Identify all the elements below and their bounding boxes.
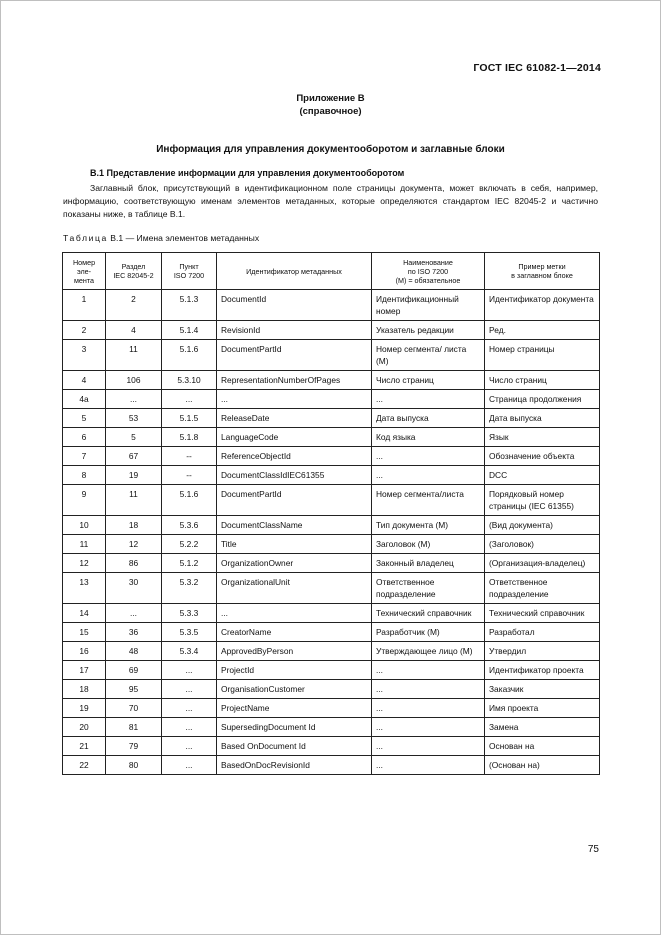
iso-clause-cell: ... [162, 680, 217, 699]
table-row [63, 428, 600, 447]
label-example-cell: Разработал [485, 623, 600, 642]
metadata-id-cell: OrganizationalUnit [217, 573, 372, 604]
table-row [63, 623, 600, 642]
iec-section-cell: 18 [106, 516, 162, 535]
element-number-cell: 14 [63, 604, 106, 623]
table-row [63, 321, 600, 340]
iec-section-cell: 79 [106, 737, 162, 756]
element-number-cell: 4 [63, 371, 106, 390]
metadata-id-cell: ... [217, 604, 372, 623]
metadata-id-cell: RepresentationNumberOfPages [217, 371, 372, 390]
table-caption-prefix: Таблица [63, 233, 108, 243]
table-header-row [63, 253, 600, 290]
element-number-cell: 11 [63, 535, 106, 554]
column-header-line: Идентификатор метаданных [246, 266, 342, 276]
metadata-id-cell: ... [217, 390, 372, 409]
iso-name-cell: ... [372, 466, 485, 485]
table-row [63, 680, 600, 699]
iec-section-cell: 106 [106, 371, 162, 390]
iec-section-cell: 4 [106, 321, 162, 340]
iso-clause-cell: -- [162, 466, 217, 485]
metadata-id-cell: DocumentClassIdIEC61355 [217, 466, 372, 485]
iec-section-cell: 69 [106, 661, 162, 680]
table-caption-rest: В.1 — Имена элементов метаданных [107, 233, 260, 243]
section-paragraph-text: Заглавный блок, присутствующий в идентификационном поле страницы документа, может включать в себя, например, информацию, соответствующую именам элементов метаданных, которые определяются стандартом IEC 82045-2 и частично показаны ниже, в таблице В.1. [63, 183, 598, 219]
table-row [63, 642, 600, 661]
metadata-id-cell: Based OnDocument Id [217, 737, 372, 756]
table-row [63, 573, 600, 604]
element-number-cell: 8 [63, 466, 106, 485]
iso-name-cell: ... [372, 756, 485, 775]
iso-name-cell: ... [372, 718, 485, 737]
appendix-subtitle: (справочное) [299, 106, 362, 117]
metadata-id-cell: DocumentId [217, 290, 372, 321]
label-example-cell: Идентификатор проекта [485, 661, 600, 680]
column-header-line: Номер [72, 257, 96, 267]
element-number-cell: 18 [63, 680, 106, 699]
element-number-cell: 17 [63, 661, 106, 680]
iso-clause-cell: 5.1.6 [162, 340, 217, 371]
iec-section-cell: 67 [106, 447, 162, 466]
iso-name-cell: Номер сегмента/ листа (М) [372, 340, 485, 371]
column-header-6 [485, 253, 600, 290]
iso-name-cell: Заголовок (М) [372, 535, 485, 554]
section-paragraph [63, 182, 598, 221]
iso-clause-cell: ... [162, 718, 217, 737]
table-row [63, 756, 600, 775]
iec-section-cell: 12 [106, 535, 162, 554]
table-row [63, 737, 600, 756]
element-number-cell: 1 [63, 290, 106, 321]
label-example-cell: Идентификатор документа [485, 290, 600, 321]
iso-name-cell: ... [372, 390, 485, 409]
element-number-cell: 20 [63, 718, 106, 737]
element-number-cell: 9 [63, 485, 106, 516]
column-header-2 [106, 253, 162, 290]
column-header-line: Пример метки [518, 262, 566, 271]
iec-section-cell: 36 [106, 623, 162, 642]
table-row [63, 466, 600, 485]
metadata-table [62, 252, 600, 775]
label-example-cell: Ред. [485, 321, 600, 340]
column-header-line: эле- [76, 266, 92, 276]
iec-section-cell: ... [106, 604, 162, 623]
iec-section-cell: 2 [106, 290, 162, 321]
iso-name-cell: ... [372, 661, 485, 680]
iso-name-cell: ... [372, 699, 485, 718]
iec-section-cell: 70 [106, 699, 162, 718]
iso-clause-cell: 5.3.6 [162, 516, 217, 535]
metadata-id-cell: DocumentPartId [217, 485, 372, 516]
iec-section-cell: 53 [106, 409, 162, 428]
iso-clause-cell: 5.3.2 [162, 573, 217, 604]
iec-section-cell: 11 [106, 340, 162, 371]
table-row [63, 290, 600, 321]
metadata-id-cell: CreatorName [217, 623, 372, 642]
iso-clause-cell: 5.1.3 [162, 290, 217, 321]
label-example-cell: Замена [485, 718, 600, 737]
table-header [63, 253, 600, 290]
table-row [63, 718, 600, 737]
iec-section-cell: 80 [106, 756, 162, 775]
iec-section-cell: 30 [106, 573, 162, 604]
iso-clause-cell: ... [162, 756, 217, 775]
table-row [63, 390, 600, 409]
iso-clause-cell: 5.1.5 [162, 409, 217, 428]
table-row [63, 699, 600, 718]
element-number-cell: 22 [63, 756, 106, 775]
metadata-id-cell: ApprovedByPerson [217, 642, 372, 661]
element-number-cell: 12 [63, 554, 106, 573]
column-header-line: по ISO 7200 [407, 266, 449, 276]
element-number-cell: 19 [63, 699, 106, 718]
column-header-3 [162, 253, 217, 290]
metadata-id-cell: OrganisationCustomer [217, 680, 372, 699]
table-row [63, 340, 600, 371]
label-example-cell: Ответственное подразделение [485, 573, 600, 604]
element-number-cell: 2 [63, 321, 106, 340]
metadata-id-cell: SupersedingDocument Id [217, 718, 372, 737]
iso-clause-cell: 5.1.2 [162, 554, 217, 573]
metadata-id-cell: ProjectId [217, 661, 372, 680]
iso-name-cell: ... [372, 680, 485, 699]
column-header-line: Пункт [179, 262, 199, 271]
iec-section-cell: 95 [106, 680, 162, 699]
metadata-id-cell: RevisionId [217, 321, 372, 340]
table-body [63, 290, 600, 775]
iso-name-cell: Код языка [372, 428, 485, 447]
iso-name-cell: Утверждающее лицо (М) [372, 642, 485, 661]
iso-clause-cell: 5.3.10 [162, 371, 217, 390]
element-number-cell: 10 [63, 516, 106, 535]
iso-name-cell: Число страниц [372, 371, 485, 390]
label-example-cell: Утвердил [485, 642, 600, 661]
element-number-cell: 16 [63, 642, 106, 661]
column-header-line: (М) = обязательное [395, 275, 461, 285]
iso-clause-cell: -- [162, 447, 217, 466]
table-row [63, 604, 600, 623]
iso-name-cell: Ответственное подразделение [372, 573, 485, 604]
label-example-cell: DCC [485, 466, 600, 485]
label-example-cell: (Организация-владелец) [485, 554, 600, 573]
label-example-cell: (Заголовок) [485, 535, 600, 554]
label-example-cell: Порядковый номер страницы (IEC 61355) [485, 485, 600, 516]
iso-clause-cell: ... [162, 390, 217, 409]
iso-clause-cell: ... [162, 737, 217, 756]
label-example-cell: Технический справочник [485, 604, 600, 623]
label-example-cell: Число страниц [485, 371, 600, 390]
column-header-line: ISO 7200 [173, 271, 205, 280]
label-example-cell: (Вид документа) [485, 516, 600, 535]
iso-name-cell: Номер сегмента/листа [372, 485, 485, 516]
label-example-cell: Основан на [485, 737, 600, 756]
column-header-line: мента [73, 275, 95, 285]
column-header-line: Наименование [403, 257, 453, 267]
label-example-cell: Заказчик [485, 680, 600, 699]
metadata-id-cell: ProjectName [217, 699, 372, 718]
iso-name-cell: Разработчик (М) [372, 623, 485, 642]
iso-clause-cell: 5.1.4 [162, 321, 217, 340]
iec-section-cell: 11 [106, 485, 162, 516]
iec-section-cell: 19 [106, 466, 162, 485]
metadata-id-cell: LanguageCode [217, 428, 372, 447]
iec-section-cell: 48 [106, 642, 162, 661]
iec-section-cell: 5 [106, 428, 162, 447]
metadata-id-cell: ReferenceObjectId [217, 447, 372, 466]
column-header-5 [372, 253, 485, 290]
iso-clause-cell: ... [162, 661, 217, 680]
element-number-cell: 5 [63, 409, 106, 428]
column-header-line: Раздел [121, 262, 146, 271]
metadata-id-cell: DocumentPartId [217, 340, 372, 371]
appendix-title: Приложение В [296, 93, 365, 104]
table-row [63, 371, 600, 390]
label-example-cell: (Основан на) [485, 756, 600, 775]
label-example-cell: Номер страницы [485, 340, 600, 371]
label-example-cell: Язык [485, 428, 600, 447]
table-caption [63, 233, 259, 243]
table-row [63, 485, 600, 516]
table-row [63, 447, 600, 466]
label-example-cell: Имя проекта [485, 699, 600, 718]
table-row [63, 661, 600, 680]
iso-name-cell: Дата выпуска [372, 409, 485, 428]
iso-clause-cell: 5.1.6 [162, 485, 217, 516]
standard-code: ГОСТ IEC 61082-1—2014 [473, 62, 601, 74]
iso-name-cell: Законный владелец [372, 554, 485, 573]
element-number-cell: 21 [63, 737, 106, 756]
label-example-cell: Страница продолжения [485, 390, 600, 409]
iso-clause-cell: 5.2.2 [162, 535, 217, 554]
iec-section-cell: 86 [106, 554, 162, 573]
column-header-line: в заглавном блоке [511, 271, 573, 280]
element-number-cell: 3 [63, 340, 106, 371]
iso-clause-cell: 5.3.5 [162, 623, 217, 642]
element-number-cell: 6 [63, 428, 106, 447]
table-row [63, 535, 600, 554]
label-example-cell: Обозначение объекта [485, 447, 600, 466]
page-number: 75 [587, 844, 599, 855]
column-header-4 [217, 253, 372, 290]
table-row [63, 554, 600, 573]
metadata-id-cell: Title [217, 535, 372, 554]
iso-name-cell: Тип документа (М) [372, 516, 485, 535]
iso-name-cell: Указатель редакции [372, 321, 485, 340]
element-number-cell: 13 [63, 573, 106, 604]
element-number-cell: 7 [63, 447, 106, 466]
iso-name-cell: ... [372, 737, 485, 756]
iso-name-cell: Идентификационный номер [372, 290, 485, 321]
iso-name-cell: ... [372, 447, 485, 466]
iso-clause-cell: 5.3.4 [162, 642, 217, 661]
iso-clause-cell: ... [162, 699, 217, 718]
column-header-1 [63, 253, 106, 290]
iso-name-cell: Технический справочник [372, 604, 485, 623]
section-heading: В.1 Представление информации для управления документооборотом [90, 168, 405, 178]
iec-section-cell: 81 [106, 718, 162, 737]
table-row [63, 409, 600, 428]
table-row [63, 516, 600, 535]
iso-clause-cell: 5.3.3 [162, 604, 217, 623]
iec-section-cell: ... [106, 390, 162, 409]
element-number-cell: 4a [63, 390, 106, 409]
element-number-cell: 15 [63, 623, 106, 642]
metadata-id-cell: OrganizationOwner [217, 554, 372, 573]
iso-clause-cell: 5.1.8 [162, 428, 217, 447]
metadata-id-cell: BasedOnDocRevisionId [217, 756, 372, 775]
label-example-cell: Дата выпуска [485, 409, 600, 428]
metadata-id-cell: ReleaseDate [217, 409, 372, 428]
main-title: Информация для управления документооборотом и заглавные блоки [156, 144, 505, 155]
column-header-line: IEC 82045-2 [113, 271, 154, 280]
metadata-id-cell: DocumentClassName [217, 516, 372, 535]
